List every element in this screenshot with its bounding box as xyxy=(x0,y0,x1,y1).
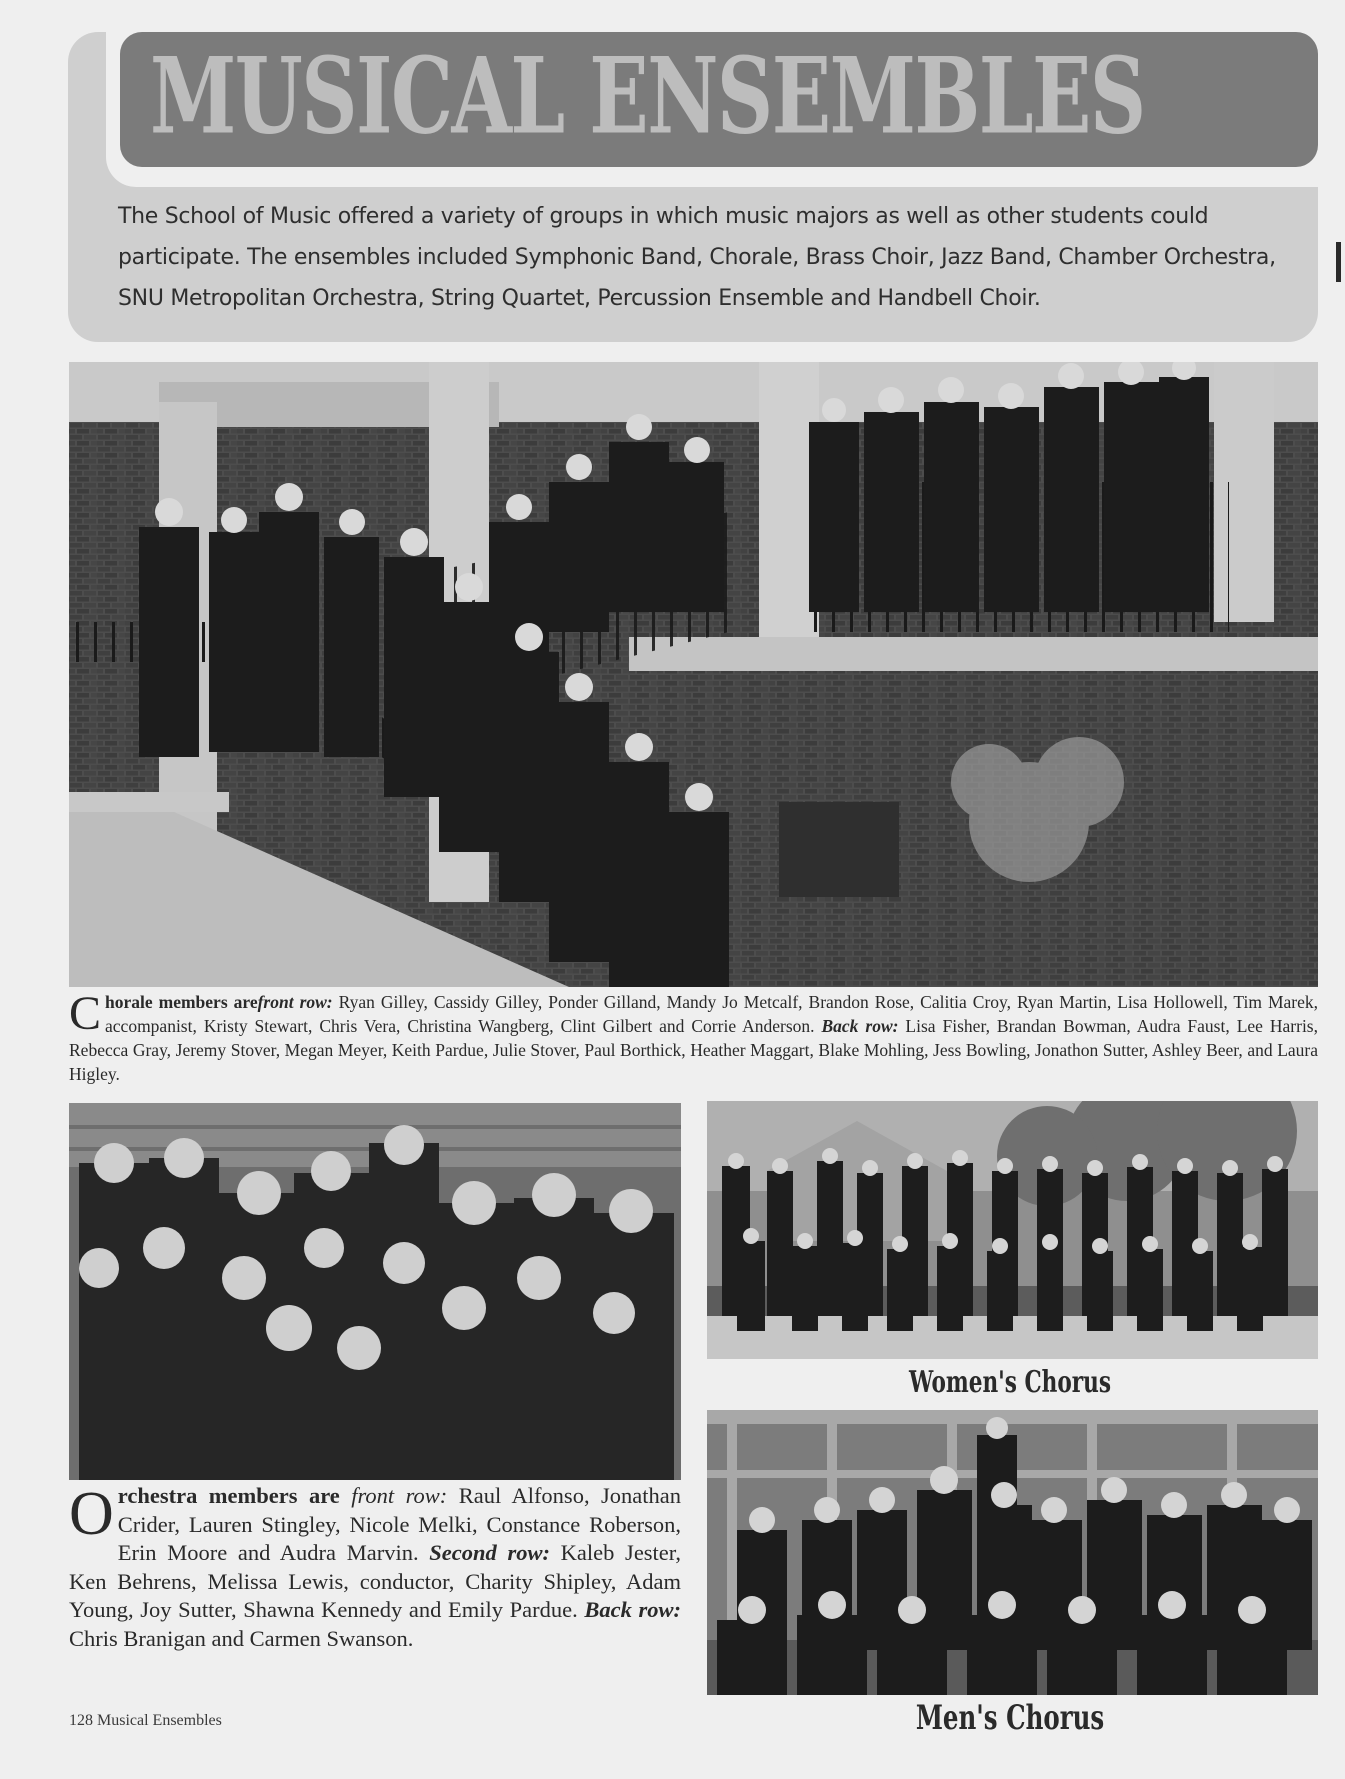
orchestra-back-label: Back row: xyxy=(584,1597,681,1622)
chorale-dropcap: C xyxy=(69,987,102,1040)
orchestra-photo xyxy=(69,1103,681,1480)
mens-chorus-label: Men's Chorus xyxy=(915,1698,1105,1738)
womens-chorus-photo xyxy=(707,1101,1318,1359)
page-folio: 128 Musical Ensembles xyxy=(69,1712,222,1729)
orchestra-second-label: Second row: xyxy=(429,1540,550,1565)
womens-chorus-label: Women's Chorus xyxy=(908,1365,1112,1400)
chorale-back-label: Back row: xyxy=(821,1016,899,1036)
orchestra-dropcap: O xyxy=(69,1480,114,1548)
chorale-photo xyxy=(69,362,1318,987)
page-edge-mark xyxy=(1336,242,1341,282)
title-bar xyxy=(120,32,1318,167)
orchestra-second-names: Kaleb Jester, Ken Behrens, Melissa Lewis, conductor, Charity Shipley, Adam Young, Joy Sutter, Shawna Kennedy and Emily Pardue. xyxy=(69,1540,682,1622)
intro-paragraph: The School of Music offered a variety of groups in which music majors as well as other students could participate. The ensembles included Symphonic Band, Chorale, Brass Choir, Jazz Band, Chamber Orchestra, SNU Metropolitan Orchestra, String Quartet, Percussion Ensemble and Handbell Choir. xyxy=(118,204,1276,311)
chorale-caption xyxy=(69,987,1318,1086)
orchestra-caption xyxy=(69,1482,681,1653)
orchestra-lead-in: rchestra members are xyxy=(117,1483,340,1508)
chorale-lead-in: horale members are xyxy=(105,992,258,1012)
orchestra-front-names: Raul Alfonso, Jonathan Crider, Lauren Stingley, Nicole Melki, Constance Roberson, Erin Moore and Audra Marvin. xyxy=(117,1483,681,1565)
mens-chorus-photo xyxy=(707,1410,1318,1695)
page-title: MUSICAL ENSEMBLES xyxy=(150,34,1145,158)
chorale-front-label: front row: xyxy=(257,992,333,1012)
orchestra-back-names: Chris Branigan and Carmen Swanson. xyxy=(69,1625,414,1651)
chorale-front-names: Ryan Gilley, Cassidy Gilley, Ponder Gilland, Mandy Jo Metcalf, Brandon Rose, Calitia Croy, Ryan Martin, Lisa Hollowell, Tim Marek, accompanist, Kristy Stewart, Chris Vera, Christina Wangberg, Clint Gilbert and Corrie Anderson. xyxy=(105,992,1318,1036)
orchestra-front-label: front row: xyxy=(351,1483,448,1508)
chorale-back-names: Lisa Fisher, Brandan Bowman, Audra Faust, Lee Harris, Rebecca Gray, Jeremy Stover, Megan Meyer, Keith Pardue, Julie Stover, Paul Borthick, Heather Maggart, Blake Mohling, Jess Bowling, Jonathon Sutter, Ashley Beer, and Laura Higley. xyxy=(69,1016,1318,1084)
